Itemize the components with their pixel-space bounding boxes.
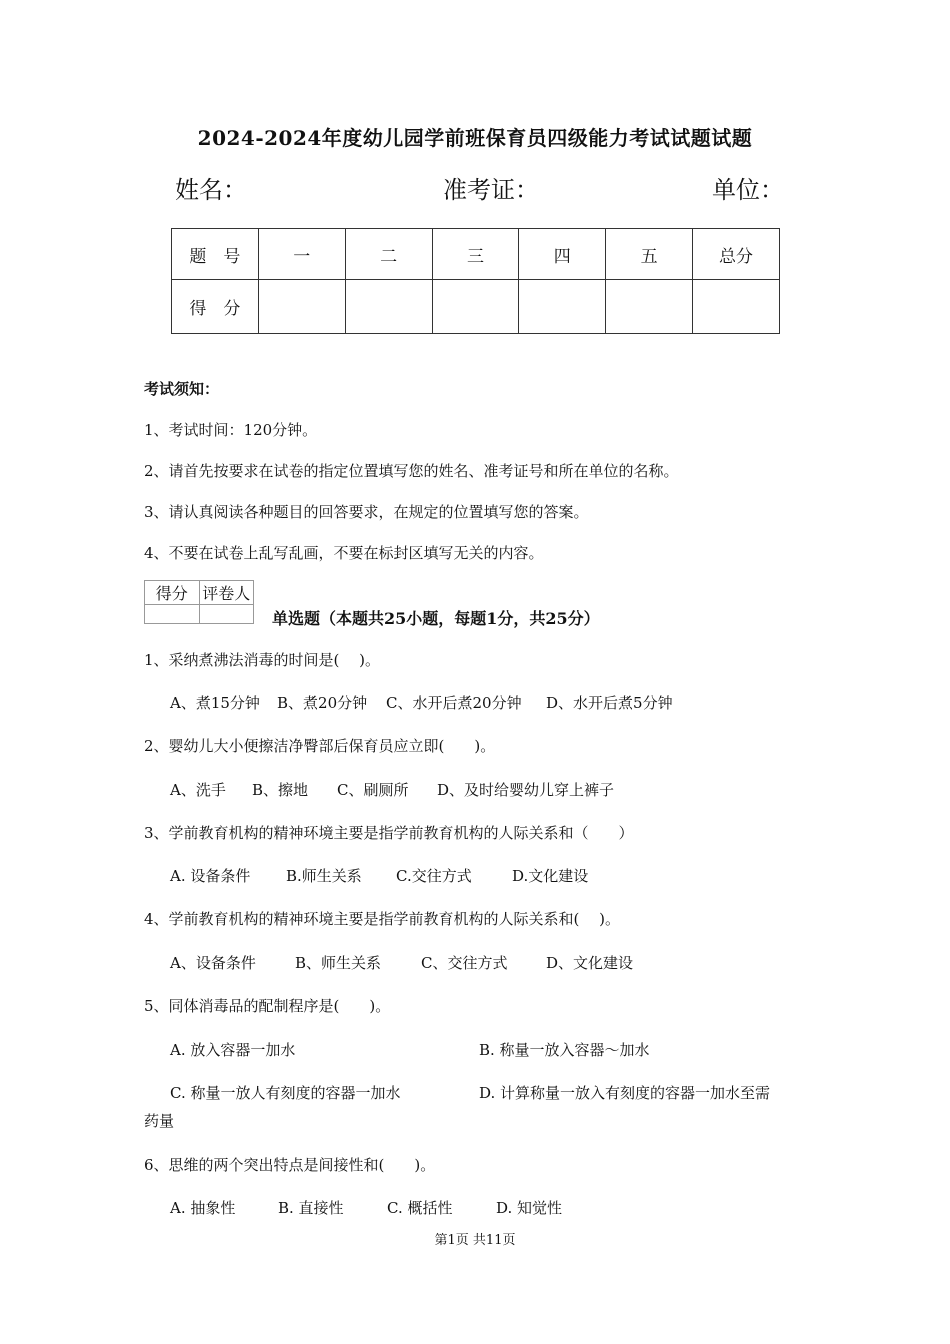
option[interactable]: C.交往方式 xyxy=(396,867,472,885)
option[interactable]: D.文化建设 xyxy=(512,867,589,885)
option[interactable]: A. 放入容器一加水 xyxy=(170,1041,296,1059)
option[interactable]: C. 称量一放人有刻度的容器一加水 xyxy=(170,1084,401,1102)
page-footer: 第1页 共11页 xyxy=(434,1233,516,1248)
grader-score-cell[interactable] xyxy=(145,605,200,624)
notice-item: 1、考试时间：120分钟。 xyxy=(144,421,318,439)
grader-score-label: 得分 xyxy=(145,581,200,605)
score-cell-1[interactable] xyxy=(258,280,345,334)
question-stem: 6、思维的两个突出特点是间接性和( )。 xyxy=(144,1156,436,1174)
score-table xyxy=(171,228,780,334)
option[interactable]: D、水开后煮5分钟 xyxy=(546,694,673,712)
option[interactable]: C、交往方式 xyxy=(421,954,508,972)
option[interactable]: D、及时给婴幼儿穿上裤子 xyxy=(437,781,615,799)
notice-heading: 考试须知： xyxy=(144,380,220,398)
score-header-2: 二 xyxy=(345,229,432,280)
grader-box xyxy=(144,580,254,624)
question-stem: 2、婴幼儿大小便擦洁净臀部后保育员应立即( )。 xyxy=(144,737,496,755)
page-title: 2024-2024年度幼儿园学前班保育员四级能力考试试题试题 xyxy=(197,126,753,150)
score-header-1: 一 xyxy=(258,229,345,280)
notice-item: 2、请首先按要求在试卷的指定位置填写您的姓名、准考证号和所在单位的名称。 xyxy=(144,462,679,480)
option[interactable]: B. 称量一放入容器～加水 xyxy=(479,1041,650,1059)
score-cell-4[interactable] xyxy=(519,280,606,334)
option[interactable]: B、师生关系 xyxy=(295,954,382,972)
option[interactable]: A、洗手 xyxy=(170,781,226,799)
question-stem: 3、学前教育机构的精神环境主要是指学前教育机构的人际关系和（ ） xyxy=(144,824,634,842)
score-header-label: 题 号 xyxy=(172,229,259,280)
score-cell-total[interactable] xyxy=(693,280,780,334)
score-header-5: 五 xyxy=(606,229,693,280)
unit-label: 单位： xyxy=(712,176,784,204)
score-cell-5[interactable] xyxy=(606,280,693,334)
name-label: 姓名： xyxy=(175,176,247,204)
question-stem: 1、采纳煮沸法消毒的时间是( )。 xyxy=(144,651,381,669)
question-stem: 4、学前教育机构的精神环境主要是指学前教育机构的人际关系和( )。 xyxy=(144,910,621,928)
option[interactable]: C、刷厕所 xyxy=(337,781,409,799)
grader-reviewer-label: 评卷人 xyxy=(199,581,254,605)
option[interactable]: A. 抽象性 xyxy=(170,1199,236,1217)
option[interactable]: C、水开后煮20分钟 xyxy=(386,694,522,712)
question-stem: 5、同体消毒品的配制程序是( )。 xyxy=(144,997,391,1015)
option[interactable]: A、煮15分钟 xyxy=(170,694,260,712)
score-cell-3[interactable] xyxy=(432,280,519,334)
option-continuation: 药量 xyxy=(144,1112,175,1130)
option[interactable]: B.师生关系 xyxy=(286,867,362,885)
score-header-total: 总分 xyxy=(693,229,780,280)
score-row-label: 得 分 xyxy=(172,280,259,334)
option[interactable]: B、煮20分钟 xyxy=(277,694,368,712)
grader-reviewer-cell[interactable] xyxy=(199,605,254,624)
option[interactable]: A. 设备条件 xyxy=(170,867,251,885)
score-header-3: 三 xyxy=(432,229,519,280)
option[interactable]: D. 知觉性 xyxy=(496,1199,563,1217)
option[interactable]: A、设备条件 xyxy=(170,954,256,972)
notice-item: 3、请认真阅读各种题目的回答要求，在规定的位置填写您的答案。 xyxy=(144,503,589,521)
exam-id-label: 准考证： xyxy=(443,176,539,204)
option[interactable]: B. 直接性 xyxy=(278,1199,344,1217)
section-title: 单选题（本题共25小题，每题1分，共25分） xyxy=(272,609,600,628)
option[interactable]: D. 计算称量一放入有刻度的容器一加水至需 xyxy=(479,1084,771,1102)
score-cell-2[interactable] xyxy=(345,280,432,334)
score-header-4: 四 xyxy=(519,229,606,280)
option[interactable]: B、擦地 xyxy=(252,781,309,799)
option[interactable]: D、文化建设 xyxy=(546,954,634,972)
option[interactable]: C. 概括性 xyxy=(387,1199,453,1217)
notice-item: 4、不要在试卷上乱写乱画，不要在标封区填写无关的内容。 xyxy=(144,544,544,562)
